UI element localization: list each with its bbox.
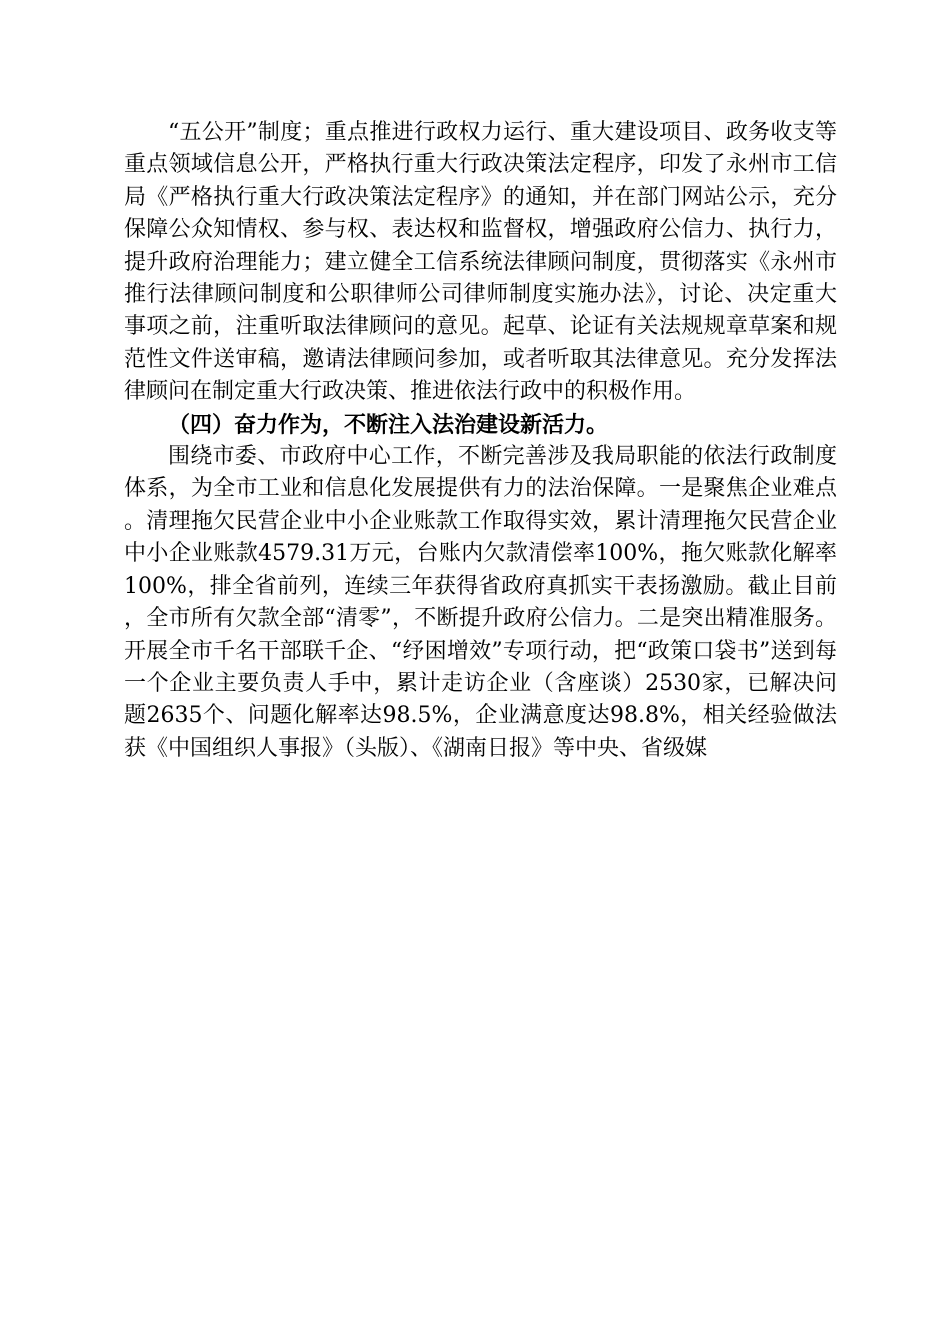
paragraph-five-disclosures: “五公开”制度；重点推进行政权力运行、重大建设项目、政务收支等重点领域信息公开，严格执行重大行政决策法定程序，印发了永州市工信局《严格执行重大行政决策法定程序》的通知，并在部门网站公示，充分保障公众知情权、参与权、表达权和监督权，增强政府公信力、执行力，提升政府治理能力；建立健全工信系统法律顾问制度，贯彻落实《永州市推行法律顾问制度和公职律师公司律师制度实施办法》，讨论、决定重大事项之前，注重听取法律顾问的意见。起草、论证有关法规规章草案和规范性文件送审稿，邀请法律顾问参加，或者听取其法律意见。充分发挥法律顾问在制定重大行政决策、推进依法行政中的积极作用。: [124, 120, 837, 405]
document-page: [124, 117, 837, 765]
section-heading-four: （四）奋力作为，不断注入法治建设新活力。: [168, 411, 609, 438]
paragraph-legal-support: 围绕市委、市政府中心工作，不断完善涉及我局职能的依法行政制度体系，为全市工业和信息化发展提供有力的法治保障。一是聚焦企业难点。清理拖欠民营企业中小企业账款工作取得实效，累计清理拖欠民营企业中小企业账款4579.31万元，台账内欠款清偿率100%，拖欠账款化解率100%，排全省前列，连续三年获得省政府真抓实干表扬激励。截止目前，全市所有欠款全部“清零”，不断提升政府公信力。二是突出精准服务。开展全市千名干部联千企、“纾困增效”专项行动，把“政策口袋书”送到每一个企业主要负责人手中，累计走访企业（含座谈）2530家，已解决问题2635个、问题化解率达98.5%，企业满意度达98.8%，相关经验做法获《中国组织人事报》（头版）、《湖南日报》等中央、省级媒: [124, 444, 837, 761]
